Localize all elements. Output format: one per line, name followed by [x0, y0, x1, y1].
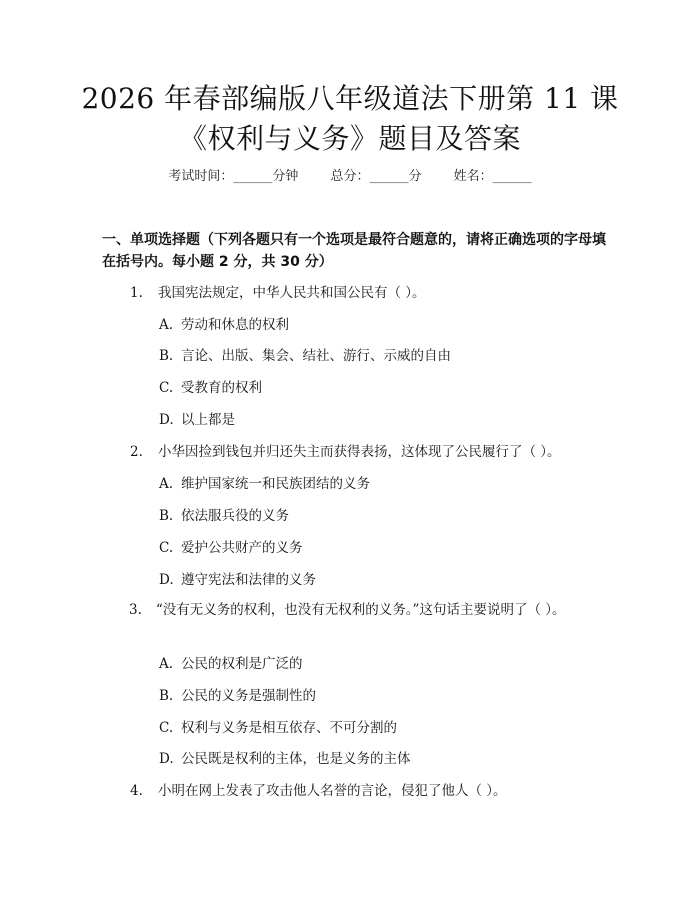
document-title-line2: 《权利与义务》题目及答案: [178, 122, 521, 155]
option-2d: [159, 570, 316, 590]
exam-time-label: 考试时间：______分钟: [168, 169, 299, 184]
option-text: 言论、出版、集会、结社、游行、示威的自由: [181, 348, 451, 364]
option-letter: D.: [159, 412, 174, 428]
option-text: 以上都是: [181, 412, 235, 428]
option-text: 公民的义务是强制性的: [181, 688, 316, 704]
option-text: 公民既是权利的主体，也是义务的主体: [181, 751, 411, 767]
option-letter: C.: [159, 380, 174, 396]
option-text: 受教育的权利: [181, 380, 262, 396]
student-name-label: 姓名：______: [453, 169, 532, 184]
option-letter: B.: [159, 508, 174, 524]
option-3a: [159, 654, 303, 674]
option-3c: [159, 718, 397, 738]
option-1b: [159, 346, 451, 366]
question-number: 3.: [129, 602, 142, 618]
question-number: 1.: [130, 285, 143, 301]
total-score-label: 总分：______分: [330, 169, 422, 184]
option-2b: [159, 506, 289, 526]
option-letter: B.: [159, 688, 174, 704]
option-1c: [159, 378, 262, 398]
option-text: 维护国家统一和民族团结的义务: [181, 476, 370, 492]
option-letter: A.: [159, 656, 174, 672]
question-2: [130, 442, 561, 462]
option-2a: [159, 474, 370, 494]
section-heading-single-choice: 一、单项选择题（下列各题只有一个选项是最符合题意的，请将正确选项的字母填在括号内。每小题 2 分，共 30 分）: [102, 232, 606, 270]
option-text: 依法服兵役的义务: [181, 508, 289, 524]
option-letter: C.: [159, 540, 174, 556]
question-3: [102, 597, 612, 623]
option-1a: [159, 315, 289, 335]
option-text: 权利与义务是相互依存、不可分割的: [181, 720, 397, 736]
question-number: 2.: [130, 444, 143, 460]
question-number: 4.: [130, 783, 143, 799]
exam-meta: [0, 168, 700, 186]
question-4: [130, 781, 507, 801]
option-1d: [159, 410, 235, 430]
option-text: 公民的权利是广泛的: [181, 656, 303, 672]
question-text: 我国宪法规定，中华人民共和国公民有（ ）。: [158, 285, 426, 301]
option-letter: A.: [159, 476, 174, 492]
option-text: 劳动和休息的权利: [181, 317, 289, 333]
option-letter: C.: [159, 720, 174, 736]
option-letter: D.: [159, 751, 174, 767]
option-3d: [159, 749, 411, 769]
question-1: [130, 283, 426, 303]
option-letter: A.: [159, 317, 174, 333]
option-2c: [159, 538, 303, 558]
question-text: 小华因捡到钱包并归还失主而获得表扬，这体现了公民履行了（ ）。: [158, 444, 561, 460]
option-3b: [159, 686, 316, 706]
option-letter: D.: [159, 572, 174, 588]
option-letter: B.: [159, 348, 174, 364]
question-text: 小明在网上发表了攻击他人名誉的言论，侵犯了他人（ ）。: [158, 783, 507, 799]
option-text: 遵守宪法和法律的义务: [181, 572, 316, 588]
option-text: 爱护公共财产的义务: [181, 540, 303, 556]
document-title-line1: 2026 年春部编版八年级道法下册第 11 课: [81, 82, 619, 115]
question-text: “没有无义务的权利，也没有无权利的义务。”这句话主要说明了（ ）。: [155, 602, 566, 618]
